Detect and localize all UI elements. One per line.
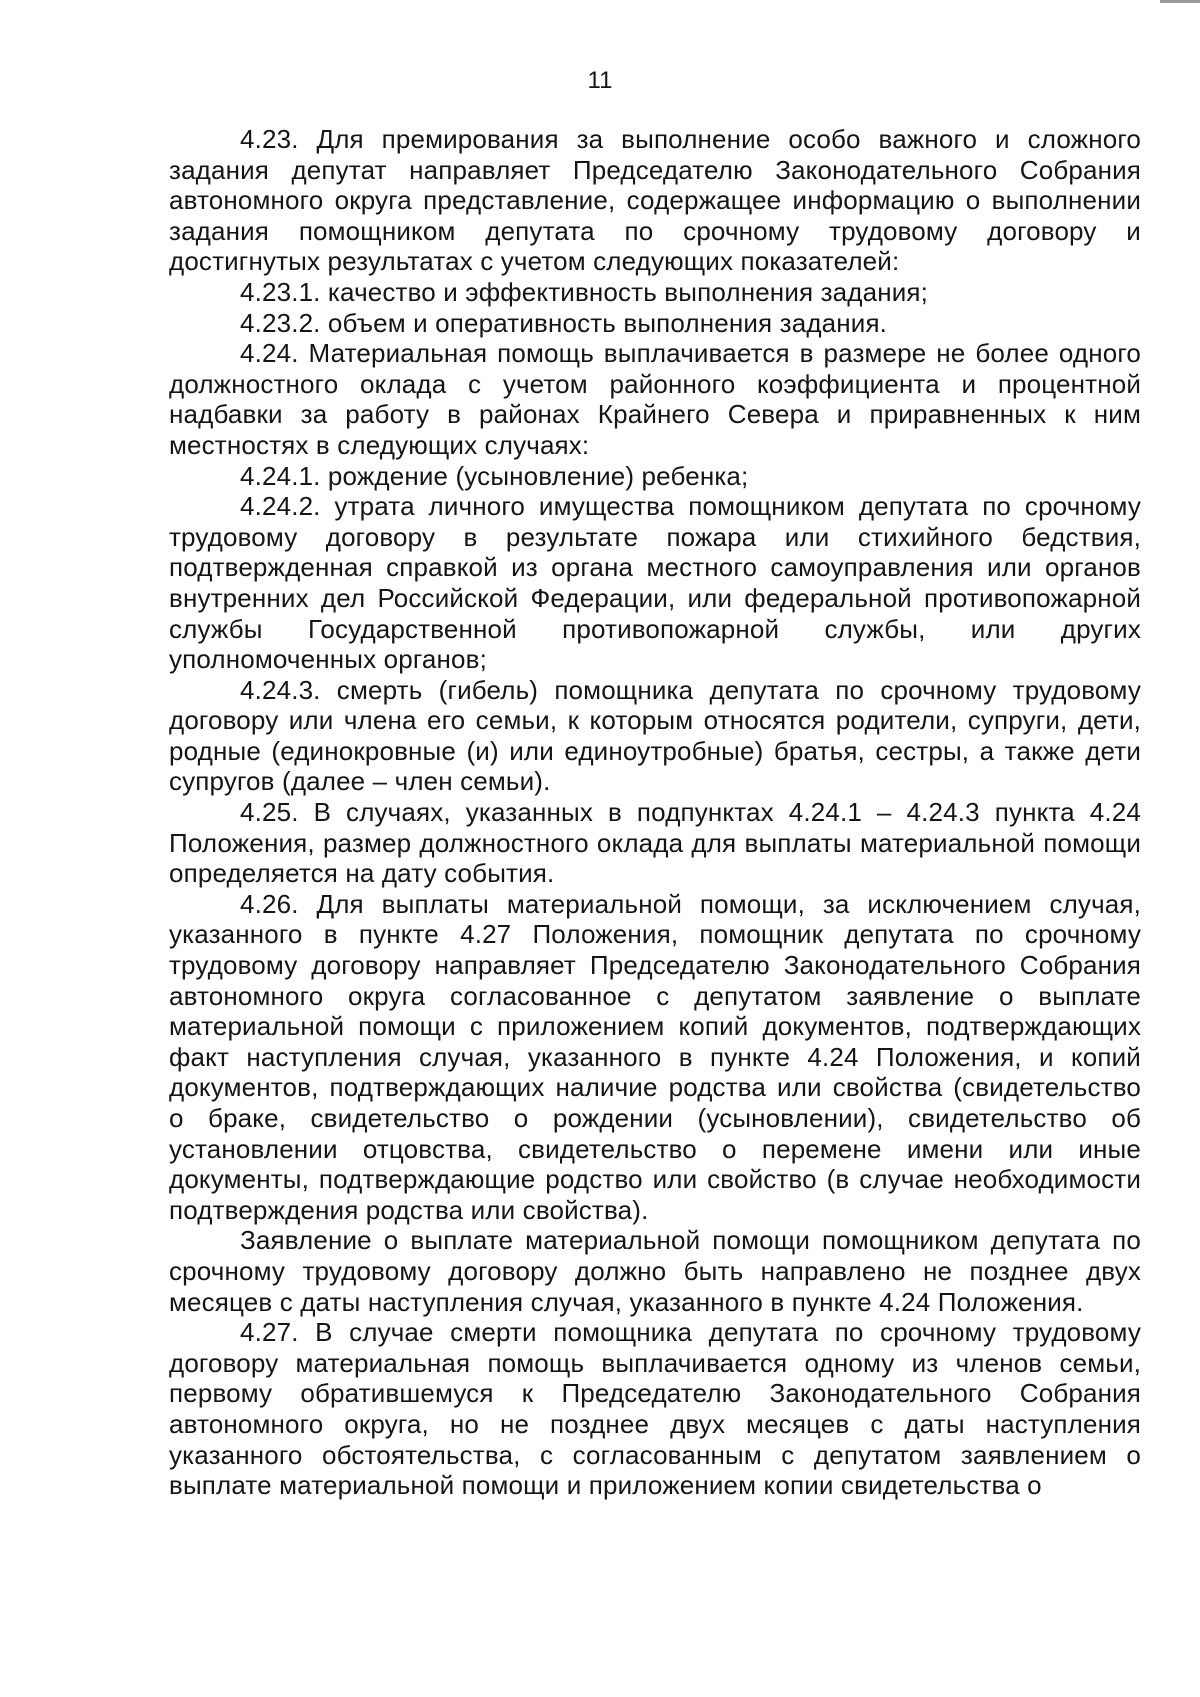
- paragraph-4-24-1: 4.24.1. рождение (усыновление) ребенка;: [240, 460, 749, 491]
- paragraph-4-23: 4.23. Для премирования за выполнение особо важного и сложного задания депутат направляет Председателю Законодательного Собрания автономного округа представление, содержащее информацию о выполнении задания помощником депутата по срочному трудовому договору и достигнутых результатах с учетом следующих показателей:: [169, 124, 1141, 277]
- paragraph-4-26: 4.26. Для выплаты материальной помощи, за исключением случая, указанного в пункте 4.27 Положения, помощник депутата по срочному трудовому договору направляет Председателю Законодательного Собрания автономного округа согласованное с депутатом заявление о выплате материальной помощи с приложением копий документов, подтверждающих факт наступления случая, указанного в пункте 4.24 Положения, и копий документов, подтверждающих наличие родства или свойства (свидетельство о браке, свидетельство о рождении (усыновлении), свидетельство об установлении отцовства, свидетельство о перемене имени или иные документы, подтверждающие родство или свойство (в случае необходимости подтверждения родства или свойства).: [169, 888, 1141, 1225]
- paragraph-4-24-3: 4.24.3. смерть (гибель) помощника депутата по срочному трудовому договору или члена его семьи, к которым относятся родители, супруги, дети, родные (единокровные (и) или единоутробные) братья, сестры, а также дети супругов (далее – член семьи).: [169, 674, 1141, 797]
- paragraph-4-24-2: 4.24.2. утрата личного имущества помощником депутата по срочному трудовому договору в результате пожара или стихийного бедствия, подтвержденная справкой из органа местного самоуправления или органов внутренних дел Российской Федерации, или федеральной противопожарной службы Государственной противопожарной службы, или других уполномоченных органов;: [169, 491, 1141, 675]
- paragraph-4-23-1: 4.23.1. качество и эффективность выполнения задания;: [240, 276, 928, 307]
- paragraph-application-deadline: Заявление о выплате материальной помощи помощником депутата по срочному трудовому договору должно быть направлено не позднее двух месяцев с даты наступления случая, указанного в пункте 4.24 Положения.: [169, 1225, 1141, 1317]
- scan-edge-mark: [1160, 0, 1200, 3]
- document-body: [169, 124, 1141, 1501]
- paragraph-4-23-2: 4.23.2. объем и оперативность выполнения задания.: [240, 307, 888, 338]
- paragraph-4-24: 4.24. Материальная помощь выплачивается в размере не более одного должностного оклада с учетом районного коэффициента и процентной надбавки за работу в районах Крайнего Севера и приравненных к ним местностях в следующих случаях:: [169, 338, 1141, 460]
- paragraph-4-27: 4.27. В случае смерти помощника депутата по срочному трудовому договору материальная помощь выплачивается одному из членов семьи, первому обратившемуся к Председателю Законодательного Собрания автономного округа, но не позднее двух месяцев с даты наступления указанного обстоятельства, с согласованным с депутатом заявлением о выплате материальной помощи и приложением копии свидетельства о: [169, 1317, 1141, 1501]
- page-number: 11: [587, 67, 613, 94]
- paragraph-4-25: 4.25. В случаях, указанных в подпунктах 4.24.1 – 4.24.3 пункта 4.24 Положения, размер должностного оклада для выплаты материальной помощи определяется на дату события.: [169, 797, 1141, 889]
